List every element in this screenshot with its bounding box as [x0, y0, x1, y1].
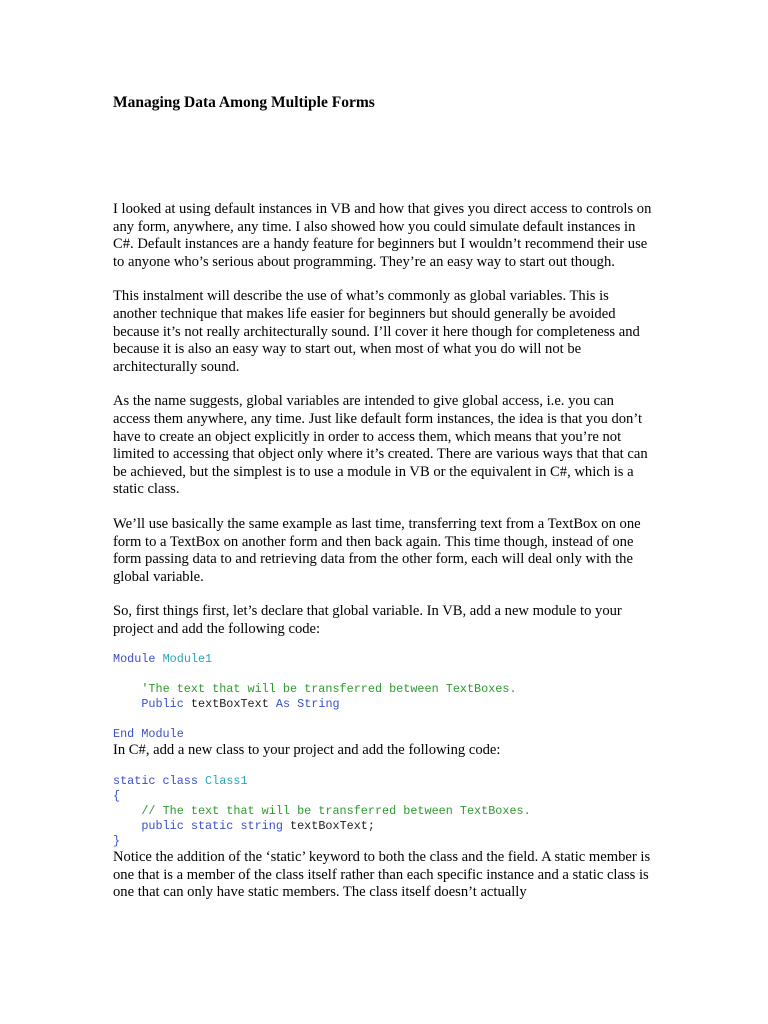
code-brace: } — [113, 834, 121, 849]
code-type-name: Class1 — [205, 774, 248, 789]
paragraph-4: We’ll use basically the same example as last time, transferring text from a TextBox on one form to a TextBox on another form and then back again. This time though, instead of one form passing data to and retrieving data from the other form, each will deal only with the global variable. — [113, 515, 641, 585]
paragraph-1: I looked at using default instances in VB and how that gives you direct access to controls on any form, anywhere, any time. I also showed how you could simulate default instances in C#. Default instances are a handy feature for beginners but I wouldn’t recommend their use to anyone who’s serious about programming. They’re an easy way to start out though. — [113, 201, 652, 270]
vb-code-block — [113, 652, 653, 742]
code-keyword: public static string — [141, 819, 283, 834]
code-comment: // The text that will be transferred between TextBoxes. — [141, 804, 531, 819]
code-keyword: End Module — [113, 727, 184, 742]
code-keyword: As — [275, 697, 291, 712]
code-brace: { — [113, 789, 121, 804]
code-identifier: textBoxText; — [290, 819, 375, 834]
csharp-code-block — [113, 774, 653, 849]
code-keyword: Public — [141, 697, 184, 712]
document-body — [113, 92, 653, 902]
code-type-name: Module1 — [162, 652, 213, 667]
code-keyword: static class — [113, 774, 198, 789]
paragraph-3: As the name suggests, global variables are intended to give global access, i.e. you can access them anywhere, any time. Just like default form instances, the idea is that you don’t have to create an object explicitly in order to access them, which means that you’re not limited to accessing that object only where it’s created. There are various ways that that can be achieved, but the simplest is to use a module in VB or the equivalent in C#, which is a static class. — [113, 393, 648, 498]
paragraph-2: This instalment will describe the use of what’s commonly as global variables. This is another technique that makes life easier for beginners but should generally be avoided because it’s not really architecturally sound. I’ll cover it here though for completeness and because it is also an easy way to start out, when most of what you do will not be architecturally sound. — [113, 288, 640, 375]
code-identifier: textBoxText — [190, 697, 269, 712]
code-keyword: Module — [113, 652, 156, 667]
page-title: Managing Data Among Multiple Forms — [113, 94, 375, 111]
code-keyword: String — [297, 697, 340, 712]
paragraph-5: So, first things first, let’s declare that global variable. In VB, add a new module to your project and add the following code: — [113, 603, 622, 637]
code-comment: 'The text that will be transferred between TextBoxes. — [141, 682, 517, 697]
csharp-intro: In C#, add a new class to your project and add the following code: — [113, 742, 501, 759]
paragraph-6: Notice the addition of the ‘static’ keyword to both the class and the field. A static member is one that is a member of the class itself rather than each specific instance and a static class is one that can only have static members. The class itself doesn’t actually — [113, 849, 651, 901]
